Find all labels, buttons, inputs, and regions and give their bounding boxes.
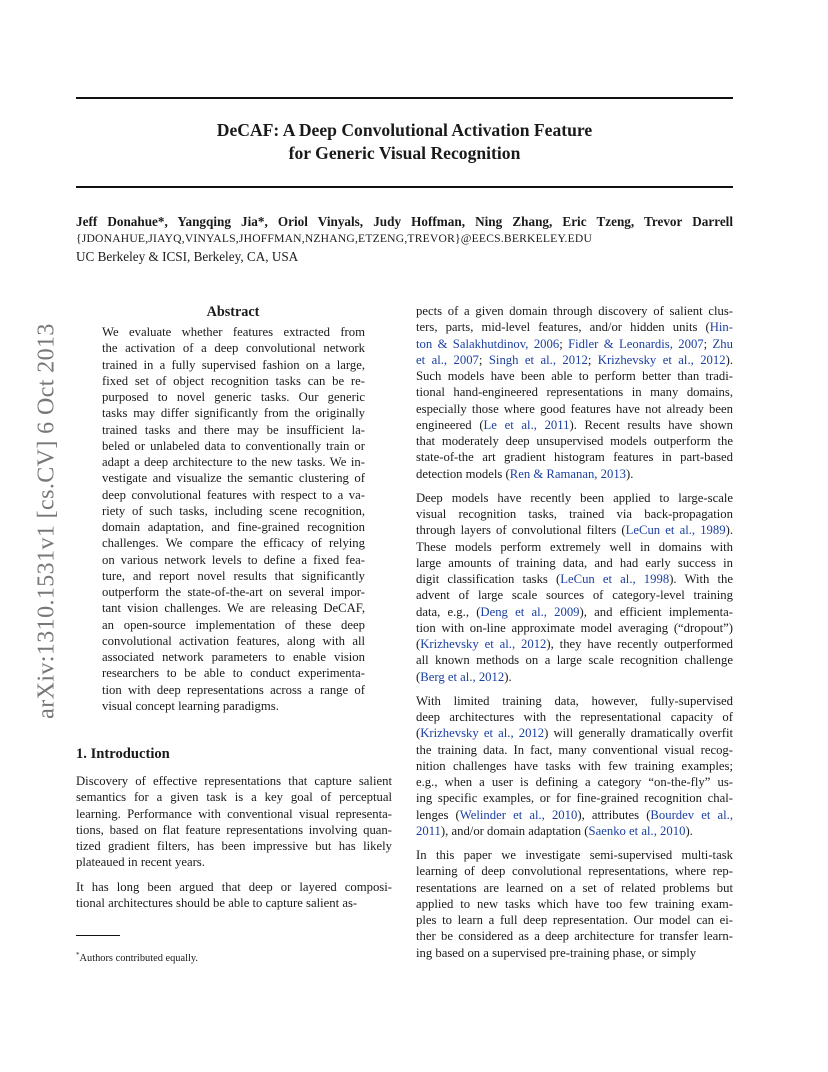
text-line [416,945,733,961]
citation-link[interactable]: Krizhevsky et al., 2012 [420,637,547,651]
text-run: Deep models have recently been applied to large-scale [416,490,733,505]
text-line [416,693,733,709]
intro-paragraph-1 [76,773,392,871]
citation-link[interactable]: LeCun et al., 1998 [560,572,670,586]
text-run: engineered ( [416,417,484,432]
text-run: ). [725,352,733,367]
title-line-2: for Generic Visual Recognition [288,143,521,163]
abstract-heading: Abstract [206,304,260,320]
text-line [416,790,733,806]
text-line: tion with deep representations across a range of [102,682,365,697]
text-line [416,522,733,538]
text-line [416,303,733,319]
footnote [76,948,392,966]
text-line: tasks may differ significantly from the originally [102,406,365,421]
text-line [416,823,733,839]
text-line: tant vision challenges. We are releasing DeCAF, [102,601,365,616]
citation-link[interactable]: Saenko et al., 2010 [588,823,686,838]
text-line [416,490,733,506]
text-run: ) will generally dramatically overfit [544,726,733,741]
text-line: challenges. We compare the efficacy of relying [102,536,365,551]
text-line [416,742,733,758]
author-emails: {JDONAHUE,JIAYQ,VINYALS,JHOFFMAN,NZHANG,ETZENG,TREVOR}@EECS.BERKELEY.EDU [76,232,593,245]
citation-link[interactable]: Ren & Ramanan, 2013 [509,466,627,481]
text-line: an open-source implementation of these deep [102,617,365,632]
text-line: domain adaptation, and fine-grained recognition [102,520,365,534]
text-line: semantics for a given task is a key goal of perceptual [76,790,392,805]
citation-link[interactable]: Krizhevsky et al., 2012 [420,726,545,741]
arxiv-identifier-stamp: arXiv:1310.1531v1 [cs.CV] 6 Oct 2013 [33,323,60,719]
text-run: lenges ( [416,807,460,822]
text-run: state-of-the art gradient histogram features in part-based [416,450,733,465]
text-line: convolutional activation features, along with all [102,633,365,648]
text-run: ther be considered as a deep architecture for transfer learn- [416,929,733,944]
right-paragraph-1 [416,303,733,482]
text-run: ), attributes ( [577,807,651,822]
text-line: It has long been argued that deep or layered composi- [76,879,392,894]
text-line [416,319,733,335]
text-line [416,506,733,522]
text-run: With limited training data, however, fully-supervised [416,693,733,708]
text-run: ), and efficient implementa- [579,604,733,619]
citation-link[interactable]: LeCun et al., 1989 [625,523,726,538]
text-run: digit classification tasks ( [416,572,561,586]
citation-link[interactable]: ton & Salakhutdinov, 2006 [416,336,560,351]
text-run: all known methods on a large scale recognition challenge [416,653,733,668]
text-run: ), and/or domain adaptation ( [440,823,589,838]
text-run: applied to new tasks which have too few training exam- [416,896,733,911]
text-run: ; [478,352,489,367]
title-rule-bottom [76,186,733,188]
text-run: In this paper we investigate semi-supervised multi-task [416,848,733,862]
text-line [416,571,733,587]
text-line [416,539,733,555]
section-heading-introduction: 1. Introduction [76,746,170,762]
text-run: resentations are learned on a set of related problems but [416,880,733,895]
footnote-text: Authors contributed equally. [79,953,199,964]
affiliation: UC Berkeley & ICSI, Berkeley, CA, USA [76,249,299,264]
text-run: the training data. In fact, many conventional visual recog- [416,742,733,757]
text-line [416,863,733,879]
text-line: fixed set of object recognition tasks can be re- [102,373,365,388]
text-line [416,896,733,912]
text-line: purposed to novel generic tasks. Our generic [102,390,365,404]
text-line: visual concept learning paradigms. [102,698,279,713]
citation-link[interactable]: Krizhevsky et al., 2012 [597,352,726,367]
text-line [416,384,733,400]
text-line [416,725,733,741]
right-paragraph-4 [416,847,733,961]
text-line: the activation of a deep convolutional network [102,341,365,356]
text-line [416,368,733,384]
text-run: These models perform extremely well in domains with [416,539,733,554]
text-run: ). With the [669,572,733,586]
citation-link[interactable]: 2011 [416,823,441,838]
text-run: ; [703,336,713,351]
title-rule-top [76,97,733,99]
paper-title [76,119,733,165]
text-line: outperform the state-of-the-art on several impor- [102,585,365,599]
text-line [416,807,733,823]
intro-paragraph-2 [76,879,392,912]
text-line: Discovery of effective representations that capture salient [76,774,392,788]
right-paragraph-3 [416,693,733,839]
text-line: on various network levels to define a fixed fea- [102,552,365,567]
text-run: ters, parts, mid-level features, and/or hidden units ( [416,320,710,335]
text-line [416,417,733,433]
text-line [416,709,733,725]
text-line: learning. Performance with conventional visual representa- [76,806,392,821]
text-line: adapt a deep architecture to the new tasks. We in- [102,455,365,469]
text-line [416,336,733,352]
text-run: ), they have recently outperformed [546,637,733,651]
text-run: ; [587,352,598,367]
text-line: ture, and report novel results that significantly [102,568,365,583]
text-line: vestigate and visualize the semantic clustering of [102,471,365,486]
text-run: nition challenges have tasks with few training examples; [416,758,733,773]
citation-link[interactable]: Bourdev et al., [650,807,734,822]
right-column-text [416,303,733,961]
text-line [416,449,733,465]
text-run: ( [416,726,421,741]
text-run: pects of a given domain through discovery of salient clus- [416,304,733,318]
text-line: deep convolutional features with respect to a va- [102,487,365,502]
text-run: tional hand-engineered representations in many domains, [416,385,733,400]
text-line [416,433,733,449]
text-run: large amounts of training data, and had early success in [416,555,733,570]
text-run: data, e.g., ( [416,604,481,619]
text-line: tional architectures should be able to capture salient as- [76,895,358,910]
text-run: deep architectures with the representational capacity of [416,710,733,724]
text-run: ). [725,523,733,538]
citation-link[interactable]: Welinder et al., 2010 [459,807,578,822]
text-line [416,352,733,368]
text-line [416,620,733,636]
text-line [416,928,733,944]
text-run: ing specific examples, or for fine-grained recognition chal- [416,791,733,806]
text-run: e.g., when a user is defining a category “on-the-fly” us- [416,775,733,789]
title-line-1: DeCAF: A Deep Convolutional Activation Feature [216,120,593,140]
text-line: riety of such tasks, including scene recognition, [102,503,365,518]
text-line [416,912,733,928]
text-line [416,466,733,482]
text-run: ing based on a supervised pre-training phase, or simply [416,945,697,960]
text-run: visual recognition tasks, trained via back-propagation [416,507,733,521]
citation-link[interactable]: Le et al., 2011 [483,417,570,432]
text-line: trained in a fully supervised fashion on a large, [102,357,365,372]
citation-link[interactable]: Hin- [709,320,733,335]
text-run: detection models ( [416,466,510,481]
text-line [416,587,733,603]
text-run: ). [685,823,693,838]
text-line [416,847,733,863]
citation-link[interactable]: Singh et al., 2012 [488,352,588,367]
text-run: tion with on-line approximate model averaging (“dropout”) [416,620,733,635]
text-line: tized gradient filters, has been impressive but has likely [76,839,392,853]
text-run: ). [626,466,634,481]
text-line: plateaued in recent years. [76,855,205,870]
text-run: Such models have been able to perform better than tradi- [416,369,733,383]
text-run: ples to learn a full deep representation. Our model can ei- [416,913,733,927]
left-column-text [76,773,392,911]
text-line [416,401,733,417]
citation-link[interactable]: Deng et al., 2009 [480,604,580,619]
text-run: advent of large scale sources of category-level training [416,588,733,603]
citation-link[interactable]: Berg et al., 2012 [420,669,505,684]
footnote-mark: * [76,951,80,959]
text-run: ( [416,669,421,684]
text-run: ( [416,637,421,651]
footnote-rule [76,935,120,936]
text-run: ; [559,336,569,351]
citation-link[interactable]: Fidler & Leonardis, 2007 [568,336,704,351]
text-line [416,555,733,571]
text-line [416,636,733,652]
text-line: associated network parameters to enable vision [102,650,365,664]
text-line [416,880,733,896]
text-run: through layers of convolutional filters ( [416,523,626,538]
text-line: beled or unlabeled data to conventionally train or [102,438,365,453]
citation-link[interactable]: Zhu [712,336,733,351]
author-list: Jeff Donahue*, Yangqing Jia*, Oriol Vinyals, Judy Hoffman, Ning Zhang, Eric Tzeng, Trevor Darrell [76,214,733,229]
text-line: We evaluate whether features extracted from [102,325,365,339]
text-line [416,669,733,685]
text-line: trained tasks and there may be insufficient la- [102,422,365,437]
citation-link[interactable]: et al., 2007 [416,352,479,367]
text-run: especially those where good features have not already been [416,401,733,416]
text-line: tions, based on flat feature representations involving quan- [76,822,392,837]
text-run: that moderately deep unsupervised models outperform the [416,434,733,448]
text-line [416,652,733,668]
text-line [416,758,733,774]
arxiv-sidebar [33,300,61,742]
text-line: researchers to be able to conduct experimenta- [102,666,365,681]
right-paragraph-2 [416,490,733,685]
text-run: learning of deep convolutional representations, where rep- [416,864,733,879]
abstract-body [102,324,365,714]
text-line [416,774,733,790]
text-line [416,604,733,620]
text-run: ). Recent results have shown [569,417,733,432]
text-run: ). [504,669,512,684]
